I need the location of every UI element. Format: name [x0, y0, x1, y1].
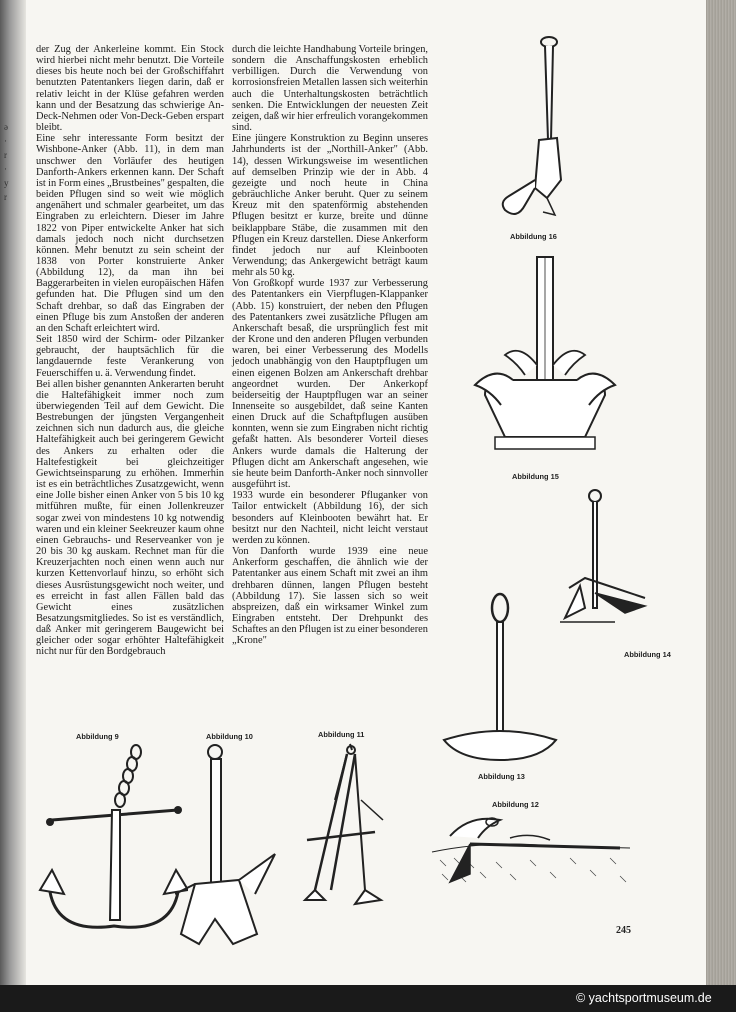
figure-13-mushroom-anchor [440, 590, 560, 765]
figure-14-northill-anchor [555, 488, 655, 638]
figure-9-stock-anchor [38, 744, 188, 954]
figure-13-caption: Abbildung 13 [478, 772, 525, 781]
figure-15-four-fluke-anchor [455, 255, 635, 465]
text-column-left: der Zug der Ankerleine kommt. Ein Stock wird hierbei nicht mehr benutzt. Die Vorteile dieses bis heute noch bei der Großschiffahrt benutzten Patentankers liegen darin, daß er relativ leicht in der Klüse gefahren werden kann und der Besatzung das schwierige An-Deck-Nehmen oder Von-Deck-Geben erspart bleibt. Eine sehr interessante Form besitzt der Wishbone-Anker (Abb. 11), in dem man unschwer den Vorläufer des heutigen Danforth-Ankers erkennen kann. Der Schaft ist in Form eines „Brustbeines" gespalten, die beiden Pflugen sind so weit wie möglich angenähert und schmaler gearbeitet, um das Eingraben zu erleichtern. Dieser im Jahre 1822 von Piper entwickelte Anker hat sich damals jedoch noch nicht durchsetzen können. Mehr benutzt zu sein scheint der 1838 von Porter konstruierte Anker (Abbildung 12), da man ihn bei Baggerarbeiten in vielen europäischen Häfen gefunden hat. Die Pflugen sind um den Schaft drehbar, so daß das Eingraben der einen Pfluge bis zum Anstoßen der anderen an den Schaft erleichtert wird. Seit 1850 wird der Schirm- oder Pilzanker gebraucht, der hauptsächlich für die langdauernde feste Verankerung von Feuerschiffen u. ä. Verwendung findet. Bei allen bisher genannten Ankerarten beruht die Haltefähigkeit immer noch zum überwiegenden Teil auf dem Gewicht. Die Bestrebungen der jüngsten Vergangenheit zeichnen sich nun dadurch aus, die gleiche Haltefähigkeit auch bei geringerem Gewicht des Ankers zu erhalten oder die Haltefestigkeit bei gleichzeitiger Gewichtseinsparung zu erhöhen. Immerhin ist es ein beträchtliches Zusatzgewicht, wenn eine Jolle bisher einen Anker von 5 bis 10 kg mitführen mußte, für einen Jollenkreuzer sogar zwei von mindestens 10 kg notwendig waren und ein kleiner Seekreuzer kaum ohne einen Gebrauchs- und Reserveanker von je 20 bis 30 kg auskam. Rechnet man für die Kreuzerjachten noch einen wenn auch nur kurzen Kettenvorlauf hinzu, so erhöht sich dieses Ausrüstungsgewicht noch weiter, und es erreicht in fast allen Fällen bald das Gewicht eines zusätzlichen Besatzungsmitgliedes. So ist es verständlich, daß Anker mit geringerem Baugewicht bei gleicher oder sogar erhöhter Haltefähigkeit nicht nur für den Bordgebrauch [36, 44, 224, 658]
figure-14-caption: Abbildung 14 [624, 650, 671, 659]
watermark-text: © yachtsportmuseum.de [576, 991, 712, 1005]
figure-12-porter-anchor [430, 812, 630, 897]
page-number: 245 [616, 925, 631, 936]
figure-12-caption: Abbildung 12 [492, 800, 539, 809]
figure-15-caption: Abbildung 15 [512, 472, 559, 481]
figure-9-caption: Abbildung 9 [76, 732, 119, 741]
figure-10-caption: Abbildung 10 [206, 732, 253, 741]
figure-16-caption: Abbildung 16 [510, 232, 557, 241]
page-stack-edge [706, 0, 736, 985]
figure-11-caption: Abbildung 11 [318, 730, 365, 739]
text-column-right: durch die leichte Handhabung Vorteile bringen, sondern die Anschaffungskosten erheblich verbilligen. Durch die Verwendung von korrosionsfreien Metallen lassen sich weiterhin auch die Unterhaltungskosten beträchtlich senken. Die Entwicklungen der neuesten Zeit zeigen, daß wir hier erfreulich vorangekommen sind. Eine jüngere Konstruktion zu Beginn unseres Jahrhunderts ist der „Northill-Anker" (Abb. 14), dessen Wirkungsweise im wesentlichen auf demselben Prinzip wie der in Abb. 4 gezeigte und noch heute in China gebräuchliche Anker beruht. Quer zu seinem Kreuz mit den spatenförmig abstehenden Pflugen besitzt er kurze, breite und dünne beiklappbare Stäbe, die zusammen mit den Pflugen ein Kreuz darstellen. Diese Ankerform findet jedoch nur auf Kleinbooten Verwendung; das Ankergewicht beträgt kaum mehr als 50 kg. Von Großkopf wurde 1937 zur Verbesserung des Patentankers ein Vierpflugen-Klappanker (Abb. 15) konstruiert, der neben den Pflugen des Patentankers zwei zusätzliche Pflugen am Ankerschaft besaß, die ursprünglich fest mit der Krone und den anderen Pflugen verbunden waren, bei einer Verbesserung des Modells jedoch unabhängig von den Hauptpflugen um einen eigenen Bolzen am Ankerschaft drehbar angeordnet wurden. Der Ankerkopf beiderseitig der Hauptpflugen war an seiner Innenseite so ausgebildet, daß seine Kanten einen Druck auf die Schaftpflugen ausüben konnten, wenn sie zum Eingraben nicht richtig gefaßt hatten. Als besonderer Vorteil dieses Ankers wurde damals die Halterung der Pflugen dicht am Ankerschaft angesehen, wie sie heute beim Danforth-Anker noch sinnvoller ausgeführt ist. 1933 wurde ein besonderer Pfluganker von Tailor entwickelt (Abbildung 16), der sich besonders auf Kleinbooten bewährt hat. Er besitzt nur den Nachteil, nicht leicht verstaut werden zu können. Von Danforth wurde 1939 eine neue Ankerform geschaffen, die ähnlich wie der Patentanker aus einem Schaft mit zwei an ihm drehbaren dünnen, langen Pflugen besteht (Abbildung 17). Sie lassen sich so weit abspreizen, daß ein wirksamer Winkel zum Eingraben entsteht. Der Drehpunkt des Schaftes an den Pflugen ist zu einer besonderen „Krone" [232, 44, 428, 647]
figure-10-patent-anchor [175, 744, 285, 954]
figure-11-wishbone-anchor [295, 740, 405, 910]
figure-16-plough-anchor [495, 30, 585, 230]
margin-marks: ǝ · r · y r [4, 122, 9, 202]
